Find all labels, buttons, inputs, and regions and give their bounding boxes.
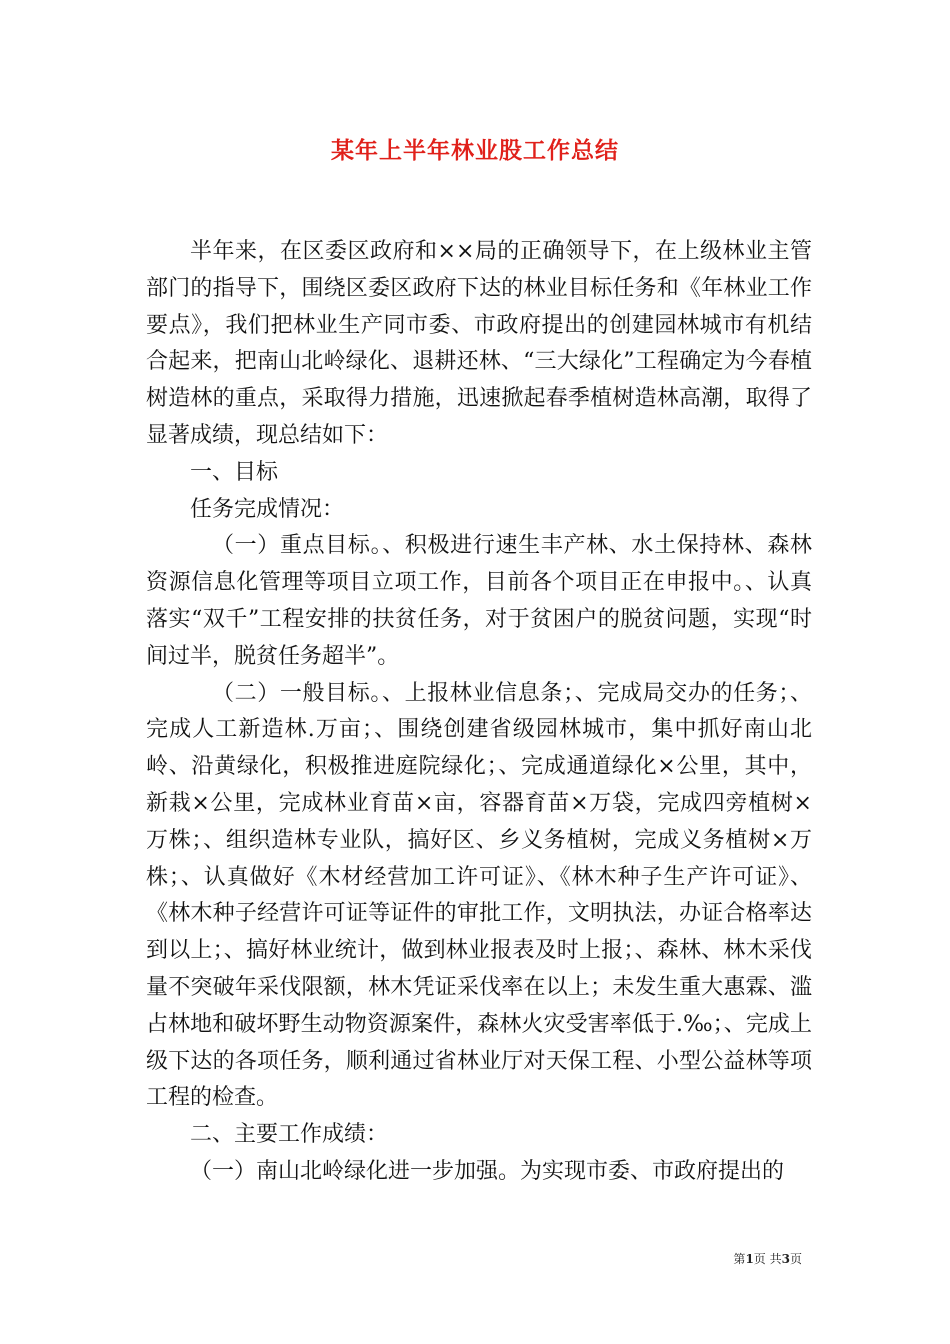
page-number-footer [733,1250,802,1267]
section-heading-goals: 一、目标 [190,459,279,485]
footer-suffix: 页 [789,1252,802,1266]
footer-total-pages: 3 [781,1252,790,1266]
general-goals-paragraph: （二）一般目标。、上报林业信息条；、完成局交办的任务；、完成人工新造林.万亩；、围绕创建省级园林城市，集中抓好南山北岭、沿黄绿化，积极推进庭院绿化；、完成通道绿化×公里，其中，新栽×公里，完成林业育苗×亩，容器育苗×万袋，完成四旁植树×万株；、组织造林专业队，搞好区、乡义务植树，完成义务植树×万株；、认真做好《木材经营加工许可证》、《林木种子生产许可证》、《林木种子经营许可证等证件的审批工作，文明执法，办证合格率达到以上；、搞好林业统计，做到林业报表及时上报；、森林、林木采伐量不突破年采伐限额，林木凭证采伐率在以上；未发生重大惠霖、滥占林地和破坏野生动物资源案件，森林火灾受害率低于.‰；、完成上级下达的各项任务，顺利通过省林业厅对天保工程、小型公益林等项工程的检查。 [146,680,812,1111]
footer-middle: 页 共 [753,1252,782,1266]
key-goals-paragraph: （一）重点目标。、积极进行速生丰产林、水土保持林、森林资源信息化管理等项目立项工作，目前各个项目正在申报中。、认真落实“双千”工程安排的扶贫任务，对于贫困户的脱贫问题，实现“时间过半，脱贫任务超半”。 [146,533,812,669]
intro-paragraph: 半年来，在区委区政府和××局的正确领导下，在上级林业主管部门的指导下，围绕区委区政府下达的林业目标任务和《年林业工作要点》，我们把林业生产同市委、市政府提出的创建园林城市有机结合起来，把南山北岭绿化、退耕还林、“三大绿化”工程确定为今春植树造林的重点，采取得力措施，迅速掀起春季植树造林高潮，取得了显著成绩，现总结如下： [146,239,812,448]
footer-current-page: 1 [745,1252,754,1266]
achievement-paragraph: （一）南山北岭绿化进一步加强。为实现市委、市政府提出的 [190,1158,785,1184]
footer-prefix: 第 [733,1252,746,1266]
task-completion-heading: 任务完成情况： [190,496,345,522]
document-title: 某年上半年林业股工作总结 [331,138,619,164]
section-heading-achievements: 二、主要工作成绩： [190,1122,389,1148]
document-body [146,234,812,1191]
